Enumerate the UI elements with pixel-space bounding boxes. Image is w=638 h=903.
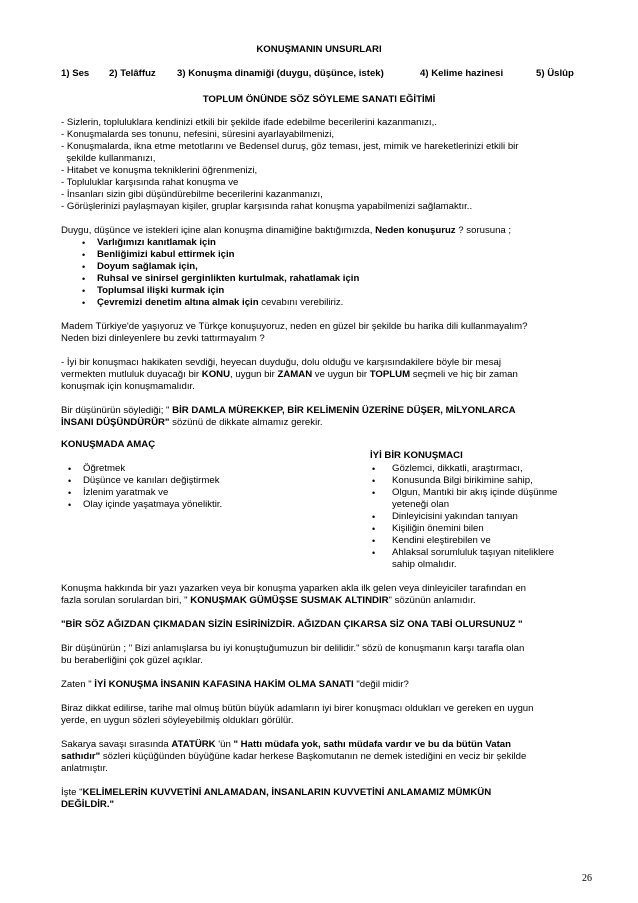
keyword-ataturk: ATATÜRK [171, 739, 216, 750]
element-dinamik: 3) Konuşma dinamiği (duygu, düşünce, istek) [177, 68, 384, 79]
quote-bold: İNSANI DÜŞÜNDÜRÜR" [61, 417, 170, 428]
paragraph-sakarya: anlatmıştır. [61, 763, 108, 774]
bullet-icon: • [68, 500, 72, 510]
paragraph-zaten [61, 679, 409, 691]
goal-line: - Konuşmalarda, ikna etme metotlarını ve Bedensel duruş, göz teması, jest, mimik ve hareketlerinizi etkili bir [61, 141, 519, 152]
purpose-item: Olay içinde yaşatmaya yöneliktir. [83, 499, 223, 510]
text-run: 'ün [215, 739, 234, 750]
paragraph-tarihe: yerde, en uygun sözleri söyleyebilmiş oldukları görülür. [61, 715, 294, 726]
text-run: "değil midir? [353, 679, 409, 690]
bullet-icon: • [82, 250, 86, 260]
good-speaker-heading: İYİ BİR KONUŞMACI [370, 450, 463, 461]
paragraph-dusunur: bu beraberliğini çok güzel açıklar. [61, 655, 203, 666]
dynamics-item: Varlığımızı kanıtlamak için [97, 237, 216, 248]
goal-line: - Konuşmalarda ses tonunu, nefesini, süresini ayarlayabilmenizi, [61, 129, 335, 140]
good-speaker-item: Gözlemci, dikkatli, araştırmacı, [392, 463, 523, 474]
quote-murekkep [61, 405, 516, 417]
text-run: fazla sorulan sorulardan biri, " [61, 595, 191, 606]
bullet-icon: • [372, 524, 376, 534]
dynamics-item: Benliğimizi kabul ettirmek için [97, 249, 235, 260]
good-speaker-item: Olgun, Mantıki bir akış içinde düşünme [392, 487, 558, 498]
good-speaker-item: Kişiliğin önemini bilen [392, 523, 484, 534]
goal-line: - İnsanları sizin gibi düşündürebilme becerilerini kazanmanızı, [61, 189, 323, 200]
goal-line: - Görüşlerinizi paylaşmayan kişiler, gruplar karşısında rahat konuşma yapabilmenizi sağlamaktır.. [61, 201, 473, 212]
text-run: seçmeli ve hiç bir zaman [410, 369, 518, 380]
bullet-icon: • [82, 262, 86, 272]
bullet-icon: • [68, 476, 72, 486]
dynamics-intro-text: Duygu, düşünce ve istekleri içine alan konuşma dinamiğine baktığımızda, [61, 225, 376, 236]
element-telaffuz: 2) Telâffuz [109, 68, 156, 79]
bullet-icon: • [372, 488, 376, 498]
good-speaker-item: sahip olmalıdır. [392, 559, 457, 570]
section-subtitle: TOPLUM ÖNÜNDE SÖZ SÖYLEME SANATI EĞİTİMİ [202, 94, 436, 105]
dynamics-question: Neden konuşuruz [375, 225, 456, 236]
paragraph-sakarya [61, 739, 511, 751]
element-uslup: 5) Üslûp [536, 68, 574, 79]
keyword-konu: KONU [201, 369, 231, 380]
text-run: sözleri küçüğünden büyüğüne kadar herkese Başkomutanın ne demek istediğini en veciz bir şekilde [100, 751, 527, 762]
paragraph-iyi-konusmaci: konuşmak için konuşmamalıdır. [61, 381, 195, 392]
bullet-icon: • [372, 464, 376, 474]
text-run: ve uygun bir [312, 369, 370, 380]
keyword-zaman: ZAMAN [277, 369, 313, 380]
good-speaker-item: Konusunda Bilgi birikimine sahip, [392, 475, 533, 486]
bullet-icon: • [68, 464, 72, 474]
bullet-icon: • [82, 286, 86, 296]
quote-murekkep [61, 417, 323, 429]
quote-bold: BİR DAMLA MÜREKKEP, BİR KELİMENİN ÜZERİNE DÜŞER, MİLYONLARCA [172, 405, 516, 416]
dynamics-intro [61, 225, 511, 237]
quote-bold: sathıdır" [61, 751, 101, 762]
goal-line: şekilde kullanmanızı, [61, 153, 156, 164]
good-speaker-item: Ahlaksal sorumluluk taşıyan niteliklere [392, 547, 555, 558]
element-ses: 1) Ses [61, 68, 90, 79]
page-title: KONUŞMANIN UNSURLARI [256, 44, 382, 55]
paragraph-madem: Madem Türkiye'de yaşıyoruz ve Türkçe konuşuyoruz, neden en güzel bir şekilde bu harika dili kullanmayalım? [61, 321, 528, 332]
goal-line: - Topluluklar karşısında rahat konuşma ve [61, 177, 239, 188]
goal-line: - Sizlerin, topluluklara kendinizi etkili bir şekilde ifade edebilme becerilerini kazanmanızı,. [61, 117, 437, 128]
bullet-icon: • [372, 548, 376, 558]
paragraph-iste: DEĞİLDİR." [61, 799, 115, 810]
text-run: Sakarya savaşı sırasında [61, 739, 172, 750]
bullet-icon: • [82, 298, 86, 308]
paragraph-konusma [61, 595, 476, 607]
paragraph-sakarya [61, 751, 526, 763]
good-speaker-item: yeteneği olan [392, 499, 450, 510]
dynamics-item: Doyum sağlamak için, [97, 261, 198, 272]
text-run: sözünü de dikkate almamız gerekir. [169, 417, 323, 428]
paragraph-iste [61, 787, 491, 799]
text-run: " sözünün anlamıdır. [388, 595, 476, 606]
text-run: Zaten " [61, 679, 95, 690]
quote-bold: KELİMELERİN KUVVETİNİ ANLAMADAN, İNSANLARIN KUVVETİNİ ANLAMAMIZ MÜMKÜN [82, 787, 492, 798]
paragraph-iyi-konusmaci [61, 369, 518, 381]
text-run: İşte " [61, 787, 83, 798]
purpose-item: Öğretmek [83, 463, 126, 474]
dynamics-item: Toplumsal ilişki kurmak için [97, 285, 225, 296]
dynamics-item-tail: cevabını verebiliriz. [258, 297, 344, 308]
paragraph-dusunur: Bir düşünürün ; " Bizi anlamışlarsa bu iyi konuştuğumuzun bir delilidir." sözü de konuşmanın karşı tarafla olan [61, 643, 525, 654]
dynamics-intro-end: ? sorusuna ; [455, 225, 512, 236]
bullet-icon: • [372, 536, 376, 546]
goal-line: - Hitabet ve konuşma tekniklerini öğrenmenizi, [61, 165, 258, 176]
text-run: , uygun bir [230, 369, 278, 380]
bullet-icon: • [372, 476, 376, 486]
purpose-heading: KONUŞMADA AMAÇ [61, 439, 156, 450]
quote-soz: "BİR SÖZ AĞIZDAN ÇIKMADAN SİZİN ESİRİNİZDİR. AĞIZDAN ÇIKARSA SİZ ONA TABİ OLURSUNUZ " [61, 619, 523, 630]
bullet-icon: • [82, 238, 86, 248]
page-number: 26 [582, 873, 592, 884]
dynamics-item [97, 297, 343, 309]
paragraph-iyi-konusmaci: - İyi bir konuşmacı hakikaten sevdiği, heyecan duyduğu, dolu olduğu ve karşısındakilere böyle bir mesaj [61, 357, 501, 368]
quote-bold: " Hattı müdafa yok, sathı müdafa vardır ve bu da bütün Vatan [233, 739, 511, 750]
quote-bold: KONUŞMAK GÜMÜŞSE SUSMAK ALTINDIR [190, 595, 389, 606]
good-speaker-item: Kendini eleştirebilen ve [392, 535, 491, 546]
text-run: Bir düşünürün söylediği; " [61, 405, 173, 416]
paragraph-tarihe: Biraz dikkat edilirse, tarihe mal olmuş bütün büyük adamların iyi birer konuşmacı oldukları ve gereken en uygun [61, 703, 534, 714]
bullet-icon: • [82, 274, 86, 284]
purpose-item: İzlenim yaratmak ve [83, 487, 169, 498]
dynamics-item-bold: Çevremizi denetim altına almak için [97, 297, 259, 308]
quote-bold: İYİ KONUŞMA İNSANIN KAFASINA HAKİM OLMA SANATI [94, 679, 354, 690]
paragraph-madem: Neden bizi dinleyenlere bu zevki tattırmayalım ? [61, 333, 265, 344]
paragraph-konusma: Konuşma hakkında bir yazı yazarken veya bir konuşma yaparken akla ilk gelen veya dinleyiciler tarafından en [61, 583, 527, 594]
good-speaker-item: Dinleyicisini yakından tanıyan [392, 511, 518, 522]
dynamics-item: Ruhsal ve sinirsel gerginlikten kurtulmak, rahatlamak için [97, 273, 360, 284]
purpose-item: Düşünce ve kanıları değiştirmek [83, 475, 220, 486]
bullet-icon: • [372, 512, 376, 522]
bullet-icon: • [68, 488, 72, 498]
text-run: vermekten mutluluk duyacağı bir [61, 369, 202, 380]
keyword-toplum: TOPLUM [369, 369, 411, 380]
element-kelime: 4) Kelime hazinesi [420, 68, 504, 79]
